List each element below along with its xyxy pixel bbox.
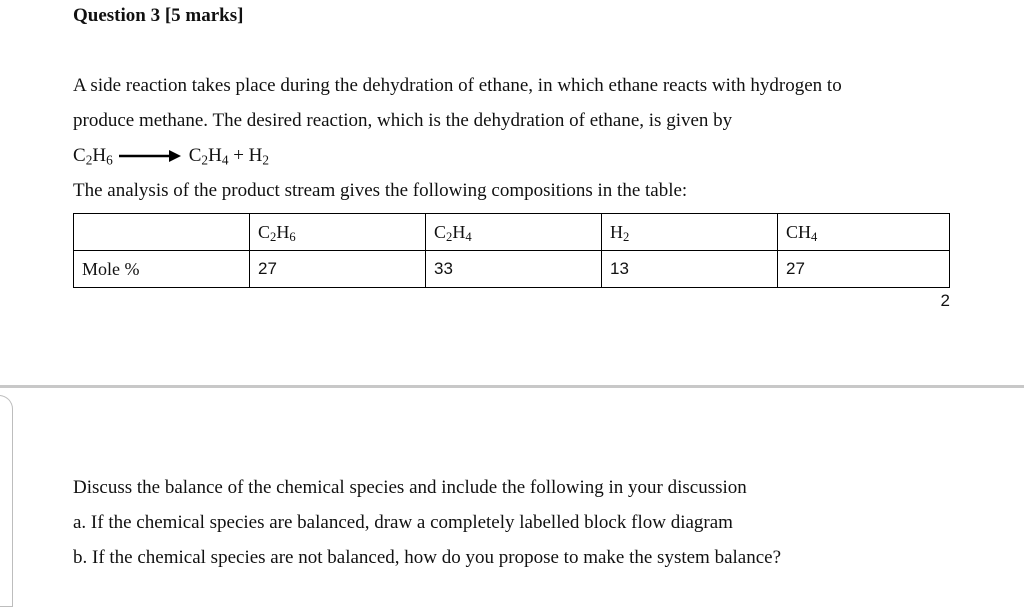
- table-cell: 33: [426, 251, 602, 288]
- discussion-item-b: b. If the chemical species are not balanced, how do you propose to make the system balance?: [73, 547, 782, 568]
- composition-table: [73, 213, 950, 288]
- table-cell: 13: [602, 251, 778, 288]
- page-frame-edge: [0, 395, 13, 607]
- question-title: Question 3 [5 marks]: [73, 5, 244, 26]
- reaction-reactant: $C_2H_6$: [73, 145, 113, 168]
- page-number: 2: [940, 291, 950, 310]
- reaction-arrow-icon: [119, 149, 181, 163]
- page-divider: [0, 385, 1024, 388]
- discussion-item-a: a. If the chemical species are balanced, draw a completely labelled block flow diagram: [73, 512, 733, 533]
- table-header-cell: $CH_4$: [778, 214, 950, 251]
- table-intro: The analysis of the product stream gives the following compositions in the table:: [73, 180, 688, 201]
- table-cell: 27: [778, 251, 950, 288]
- table-header-cell: [74, 214, 250, 251]
- table-row: [74, 251, 950, 288]
- table-header-cell: $C_2H_4$: [426, 214, 602, 251]
- row-label: Mole %: [74, 251, 250, 288]
- table-header-cell: $H_2$: [602, 214, 778, 251]
- table-header-cell: $C_2H_6$: [250, 214, 426, 251]
- discussion-prompt: Discuss the balance of the chemical species and include the following in your discussion: [73, 477, 747, 498]
- intro-line-1: A side reaction takes place during the dehydration of ethane, in which ethane reacts with hydrogen to: [73, 75, 842, 96]
- intro-line-2: produce methane. The desired reaction, which is the dehydration of ethane, is given by: [73, 110, 733, 131]
- table-cell: 27: [250, 251, 426, 288]
- reaction-products: $C_2H_4 + H_2$: [188, 145, 270, 168]
- reaction-equation: [73, 143, 269, 169]
- table-header-row: [74, 214, 950, 251]
